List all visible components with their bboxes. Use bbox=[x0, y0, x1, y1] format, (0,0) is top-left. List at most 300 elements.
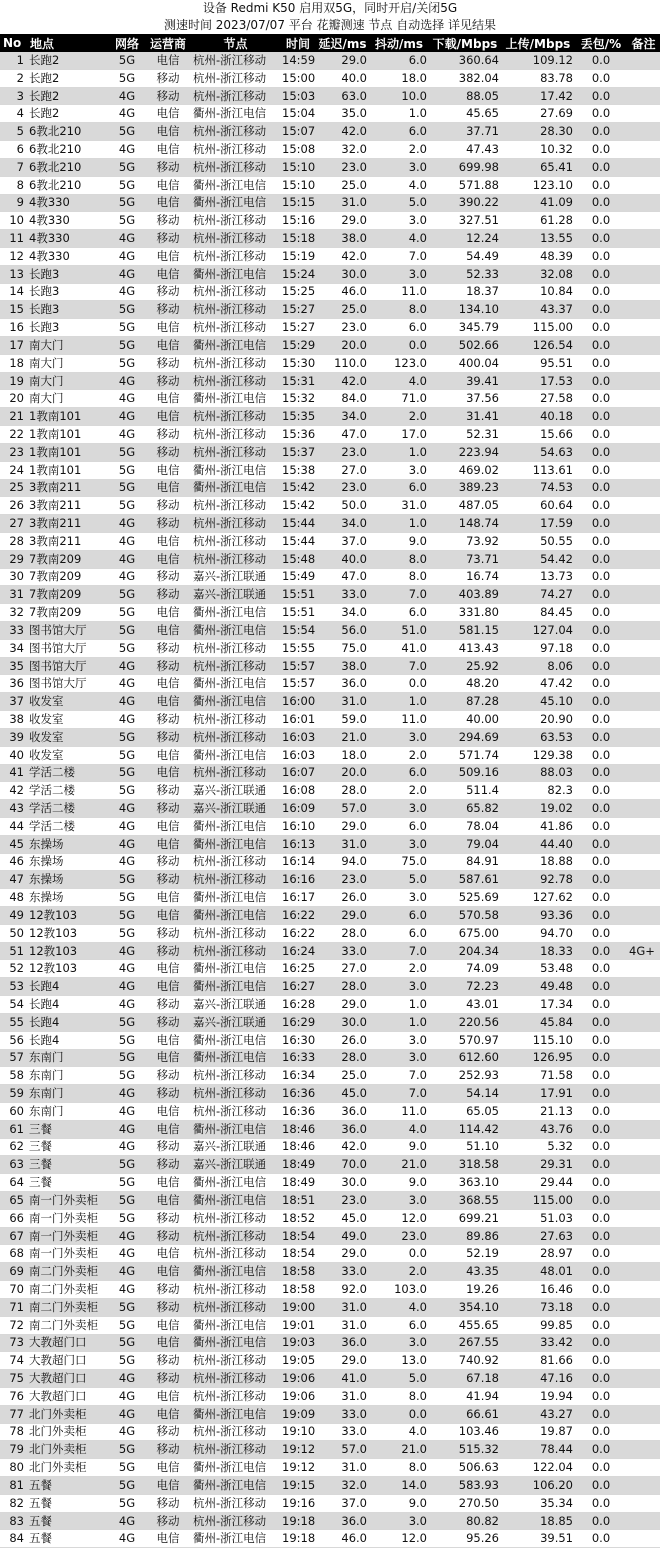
cell-jitter: 0.0 bbox=[369, 675, 429, 693]
cell-operator: 移动 bbox=[145, 1352, 191, 1370]
cell-packet-loss: 0.0 bbox=[575, 657, 627, 675]
cell-packet-loss: 0.0 bbox=[575, 141, 627, 159]
cell-operator: 移动 bbox=[145, 354, 191, 372]
table-row bbox=[0, 265, 660, 283]
cell-latency: 40.0 bbox=[316, 550, 369, 568]
cell-latency: 38.0 bbox=[316, 657, 369, 675]
cell-packet-loss: 0.0 bbox=[575, 711, 627, 729]
table-row bbox=[0, 978, 660, 996]
cell-jitter: 3.0 bbox=[369, 978, 429, 996]
cell-packet-loss: 0.0 bbox=[575, 1120, 627, 1138]
table-row bbox=[0, 604, 660, 622]
table-row bbox=[0, 657, 660, 675]
cell-operator: 移动 bbox=[145, 1441, 191, 1459]
cell-jitter: 3.0 bbox=[369, 1031, 429, 1049]
cell-node: 杭州-浙江移动 bbox=[191, 1441, 280, 1459]
cell-download: 525.69 bbox=[429, 889, 501, 907]
cell-time: 16:16 bbox=[280, 871, 316, 889]
cell-download: 37.56 bbox=[429, 390, 501, 408]
column-header-location: 地点 bbox=[27, 34, 109, 52]
table-row bbox=[0, 105, 660, 123]
table-row bbox=[0, 1370, 660, 1388]
cell-no: 7 bbox=[0, 158, 27, 176]
cell-packet-loss: 0.0 bbox=[575, 1263, 627, 1281]
cell-jitter: 3.0 bbox=[369, 728, 429, 746]
cell-time: 16:24 bbox=[280, 942, 316, 960]
cell-node: 杭州-浙江移动 bbox=[191, 1298, 280, 1316]
cell-node: 衢州-浙江电信 bbox=[191, 337, 280, 355]
cell-node: 杭州-浙江移动 bbox=[191, 52, 280, 69]
cell-location: 6教北210 bbox=[27, 141, 109, 159]
cell-time: 19:16 bbox=[280, 1494, 316, 1512]
cell-operator: 电信 bbox=[145, 194, 191, 212]
cell-node: 杭州-浙江移动 bbox=[191, 1209, 280, 1227]
cell-note bbox=[627, 1459, 660, 1477]
cell-packet-loss: 0.0 bbox=[575, 1334, 627, 1352]
cell-upload: 113.61 bbox=[501, 461, 575, 479]
cell-no: 3 bbox=[0, 87, 27, 105]
table-row bbox=[0, 1281, 660, 1299]
cell-operator: 移动 bbox=[145, 586, 191, 604]
cell-location: 南二门外卖柜 bbox=[27, 1263, 109, 1281]
cell-location: 长跑4 bbox=[27, 978, 109, 996]
cell-time: 16:14 bbox=[280, 853, 316, 871]
cell-time: 15:32 bbox=[280, 390, 316, 408]
cell-latency: 23.0 bbox=[316, 158, 369, 176]
table-row bbox=[0, 675, 660, 693]
cell-note bbox=[627, 728, 660, 746]
cell-time: 15:31 bbox=[280, 372, 316, 390]
cell-jitter: 21.0 bbox=[369, 1156, 429, 1174]
cell-network: 5G bbox=[109, 1209, 145, 1227]
cell-download: 47.43 bbox=[429, 141, 501, 159]
cell-packet-loss: 0.0 bbox=[575, 1281, 627, 1299]
cell-packet-loss: 0.0 bbox=[575, 1174, 627, 1192]
cell-network: 4G bbox=[109, 390, 145, 408]
cell-time: 19:09 bbox=[280, 1405, 316, 1423]
cell-packet-loss: 0.0 bbox=[575, 782, 627, 800]
cell-latency: 31.0 bbox=[316, 835, 369, 853]
cell-operator: 移动 bbox=[145, 1227, 191, 1245]
cell-no: 33 bbox=[0, 622, 27, 640]
cell-time: 19:15 bbox=[280, 1477, 316, 1495]
cell-node: 杭州-浙江移动 bbox=[191, 657, 280, 675]
cell-upload: 27.63 bbox=[501, 1227, 575, 1245]
cell-operator: 电信 bbox=[145, 693, 191, 711]
cell-note bbox=[627, 1405, 660, 1423]
cell-note bbox=[627, 1298, 660, 1316]
cell-time: 15:24 bbox=[280, 265, 316, 283]
cell-location: 4教330 bbox=[27, 194, 109, 212]
cell-packet-loss: 0.0 bbox=[575, 52, 627, 69]
cell-latency: 38.0 bbox=[316, 230, 369, 248]
cell-download: 571.74 bbox=[429, 746, 501, 764]
table-row bbox=[0, 1530, 660, 1548]
cell-note bbox=[627, 1156, 660, 1174]
cell-no: 44 bbox=[0, 817, 27, 835]
cell-no: 48 bbox=[0, 889, 27, 907]
cell-latency: 23.0 bbox=[316, 443, 369, 461]
cell-packet-loss: 0.0 bbox=[575, 728, 627, 746]
cell-no: 21 bbox=[0, 408, 27, 426]
cell-network: 4G bbox=[109, 1085, 145, 1103]
cell-latency: 28.0 bbox=[316, 978, 369, 996]
cell-location: 长跑3 bbox=[27, 319, 109, 337]
cell-download: 699.98 bbox=[429, 158, 501, 176]
cell-download: 675.00 bbox=[429, 924, 501, 942]
cell-latency: 30.0 bbox=[316, 265, 369, 283]
cell-jitter: 6.0 bbox=[369, 52, 429, 69]
cell-download: 37.71 bbox=[429, 123, 501, 141]
cell-latency: 42.0 bbox=[316, 372, 369, 390]
cell-download: 134.10 bbox=[429, 301, 501, 319]
cell-no: 39 bbox=[0, 728, 27, 746]
cell-download: 267.55 bbox=[429, 1334, 501, 1352]
table-row bbox=[0, 515, 660, 533]
cell-upload: 65.41 bbox=[501, 158, 575, 176]
cell-jitter: 3.0 bbox=[369, 889, 429, 907]
cell-upload: 18.88 bbox=[501, 853, 575, 871]
cell-no: 65 bbox=[0, 1192, 27, 1210]
cell-network: 5G bbox=[109, 319, 145, 337]
cell-location: 东操场 bbox=[27, 835, 109, 853]
cell-network: 4G bbox=[109, 942, 145, 960]
cell-location: 图书馆大厅 bbox=[27, 639, 109, 657]
cell-jitter: 21.0 bbox=[369, 1441, 429, 1459]
cell-node: 杭州-浙江移动 bbox=[191, 942, 280, 960]
cell-no: 10 bbox=[0, 212, 27, 230]
cell-network: 5G bbox=[109, 1174, 145, 1192]
cell-node: 杭州-浙江移动 bbox=[191, 69, 280, 87]
cell-time: 15:08 bbox=[280, 141, 316, 159]
cell-note bbox=[627, 639, 660, 657]
cell-time: 15:42 bbox=[280, 497, 316, 515]
cell-location: 大教超门口 bbox=[27, 1352, 109, 1370]
cell-network: 4G bbox=[109, 550, 145, 568]
cell-latency: 30.0 bbox=[316, 1174, 369, 1192]
cell-note bbox=[627, 711, 660, 729]
cell-location: 南大门 bbox=[27, 337, 109, 355]
cell-note bbox=[627, 497, 660, 515]
cell-operator: 移动 bbox=[145, 158, 191, 176]
cell-download: 204.34 bbox=[429, 942, 501, 960]
table-row bbox=[0, 1138, 660, 1156]
cell-no: 47 bbox=[0, 871, 27, 889]
cell-upload: 84.45 bbox=[501, 604, 575, 622]
cell-time: 15:19 bbox=[280, 247, 316, 265]
cell-latency: 28.0 bbox=[316, 1049, 369, 1067]
cell-operator: 移动 bbox=[145, 1494, 191, 1512]
cell-packet-loss: 0.0 bbox=[575, 1298, 627, 1316]
cell-packet-loss: 0.0 bbox=[575, 1459, 627, 1477]
cell-latency: 70.0 bbox=[316, 1156, 369, 1174]
cell-note bbox=[627, 301, 660, 319]
table-row bbox=[0, 1102, 660, 1120]
cell-time: 16:03 bbox=[280, 746, 316, 764]
cell-download: 502.66 bbox=[429, 337, 501, 355]
cell-network: 4G bbox=[109, 853, 145, 871]
cell-upload: 5.32 bbox=[501, 1138, 575, 1156]
cell-download: 400.04 bbox=[429, 354, 501, 372]
cell-network: 5G bbox=[109, 1192, 145, 1210]
cell-jitter: 6.0 bbox=[369, 479, 429, 497]
table-header bbox=[0, 34, 660, 52]
cell-note bbox=[627, 675, 660, 693]
cell-location: 东南门 bbox=[27, 1085, 109, 1103]
cell-jitter: 6.0 bbox=[369, 123, 429, 141]
cell-jitter: 0.0 bbox=[369, 1405, 429, 1423]
cell-jitter: 2.0 bbox=[369, 746, 429, 764]
cell-network: 5G bbox=[109, 354, 145, 372]
cell-note bbox=[627, 817, 660, 835]
cell-jitter: 3.0 bbox=[369, 1334, 429, 1352]
cell-packet-loss: 0.0 bbox=[575, 1405, 627, 1423]
cell-time: 15:38 bbox=[280, 461, 316, 479]
cell-operator: 移动 bbox=[145, 728, 191, 746]
cell-operator: 电信 bbox=[145, 1477, 191, 1495]
cell-no: 41 bbox=[0, 764, 27, 782]
cell-packet-loss: 0.0 bbox=[575, 960, 627, 978]
cell-operator: 移动 bbox=[145, 230, 191, 248]
table-row bbox=[0, 1085, 660, 1103]
table-row bbox=[0, 69, 660, 87]
cell-packet-loss: 0.0 bbox=[575, 1209, 627, 1227]
cell-note bbox=[627, 853, 660, 871]
cell-no: 76 bbox=[0, 1387, 27, 1405]
cell-packet-loss: 0.0 bbox=[575, 1031, 627, 1049]
table-row bbox=[0, 1209, 660, 1227]
cell-operator: 移动 bbox=[145, 711, 191, 729]
cell-note bbox=[627, 1227, 660, 1245]
cell-upload: 43.37 bbox=[501, 301, 575, 319]
cell-no: 83 bbox=[0, 1512, 27, 1530]
cell-download: 65.05 bbox=[429, 1102, 501, 1120]
cell-node: 杭州-浙江移动 bbox=[191, 1387, 280, 1405]
cell-node: 衢州-浙江电信 bbox=[191, 461, 280, 479]
cell-node: 衢州-浙江电信 bbox=[191, 907, 280, 925]
cell-latency: 34.0 bbox=[316, 604, 369, 622]
cell-no: 79 bbox=[0, 1441, 27, 1459]
cell-download: 390.22 bbox=[429, 194, 501, 212]
cell-latency: 75.0 bbox=[316, 639, 369, 657]
cell-no: 13 bbox=[0, 265, 27, 283]
cell-time: 15:42 bbox=[280, 479, 316, 497]
table-row bbox=[0, 942, 660, 960]
cell-time: 15:10 bbox=[280, 158, 316, 176]
cell-no: 5 bbox=[0, 123, 27, 141]
cell-latency: 25.0 bbox=[316, 176, 369, 194]
cell-time: 19:10 bbox=[280, 1423, 316, 1441]
table-row bbox=[0, 1049, 660, 1067]
cell-latency: 23.0 bbox=[316, 871, 369, 889]
cell-packet-loss: 0.0 bbox=[575, 461, 627, 479]
cell-location: 南一门外卖柜 bbox=[27, 1245, 109, 1263]
cell-download: 73.71 bbox=[429, 550, 501, 568]
table-row bbox=[0, 1352, 660, 1370]
cell-download: 581.15 bbox=[429, 622, 501, 640]
cell-no: 78 bbox=[0, 1423, 27, 1441]
cell-network: 4G bbox=[109, 372, 145, 390]
cell-network: 5G bbox=[109, 871, 145, 889]
cell-node: 杭州-浙江移动 bbox=[191, 711, 280, 729]
table-row bbox=[0, 1013, 660, 1031]
cell-time: 16:34 bbox=[280, 1067, 316, 1085]
cell-latency: 41.0 bbox=[316, 1370, 369, 1388]
table-row bbox=[0, 532, 660, 550]
table-row bbox=[0, 711, 660, 729]
cell-latency: 59.0 bbox=[316, 711, 369, 729]
cell-no: 63 bbox=[0, 1156, 27, 1174]
cell-no: 56 bbox=[0, 1031, 27, 1049]
cell-packet-loss: 0.0 bbox=[575, 69, 627, 87]
cell-network: 4G bbox=[109, 515, 145, 533]
cell-download: 294.69 bbox=[429, 728, 501, 746]
cell-latency: 35.0 bbox=[316, 105, 369, 123]
cell-latency: 92.0 bbox=[316, 1281, 369, 1299]
table-row bbox=[0, 158, 660, 176]
cell-upload: 61.28 bbox=[501, 212, 575, 230]
cell-note bbox=[627, 1281, 660, 1299]
cell-jitter: 31.0 bbox=[369, 497, 429, 515]
cell-location: 4教330 bbox=[27, 230, 109, 248]
cell-no: 26 bbox=[0, 497, 27, 515]
cell-packet-loss: 0.0 bbox=[575, 390, 627, 408]
cell-packet-loss: 0.0 bbox=[575, 1067, 627, 1085]
cell-operator: 电信 bbox=[145, 265, 191, 283]
cell-upload: 17.53 bbox=[501, 372, 575, 390]
cell-packet-loss: 0.0 bbox=[575, 622, 627, 640]
cell-network: 5G bbox=[109, 1067, 145, 1085]
table-row bbox=[0, 283, 660, 301]
cell-location: 南二门外卖柜 bbox=[27, 1316, 109, 1334]
cell-node: 杭州-浙江移动 bbox=[191, 1512, 280, 1530]
cell-operator: 电信 bbox=[145, 461, 191, 479]
cell-no: 84 bbox=[0, 1530, 27, 1548]
cell-time: 15:03 bbox=[280, 87, 316, 105]
cell-location: 东操场 bbox=[27, 889, 109, 907]
cell-network: 5G bbox=[109, 1352, 145, 1370]
cell-no: 25 bbox=[0, 479, 27, 497]
cell-operator: 电信 bbox=[145, 1263, 191, 1281]
cell-upload: 27.58 bbox=[501, 390, 575, 408]
cell-network: 4G bbox=[109, 657, 145, 675]
cell-packet-loss: 0.0 bbox=[575, 230, 627, 248]
cell-latency: 31.0 bbox=[316, 1387, 369, 1405]
cell-latency: 27.0 bbox=[316, 960, 369, 978]
cell-no: 20 bbox=[0, 390, 27, 408]
cell-network: 5G bbox=[109, 69, 145, 87]
cell-latency: 30.0 bbox=[316, 1013, 369, 1031]
cell-operator: 移动 bbox=[145, 1138, 191, 1156]
cell-no: 18 bbox=[0, 354, 27, 372]
cell-latency: 33.0 bbox=[316, 1263, 369, 1281]
cell-no: 34 bbox=[0, 639, 27, 657]
cell-download: 148.74 bbox=[429, 515, 501, 533]
cell-location: 北门外卖柜 bbox=[27, 1441, 109, 1459]
cell-network: 5G bbox=[109, 1031, 145, 1049]
cell-download: 45.65 bbox=[429, 105, 501, 123]
cell-latency: 33.0 bbox=[316, 1423, 369, 1441]
cell-jitter: 0.0 bbox=[369, 337, 429, 355]
cell-time: 18:49 bbox=[280, 1174, 316, 1192]
cell-network: 5G bbox=[109, 924, 145, 942]
cell-node: 杭州-浙江移动 bbox=[191, 1423, 280, 1441]
cell-time: 15:57 bbox=[280, 657, 316, 675]
cell-upload: 43.76 bbox=[501, 1120, 575, 1138]
cell-operator: 电信 bbox=[145, 1192, 191, 1210]
cell-location: 北门外卖柜 bbox=[27, 1459, 109, 1477]
cell-no: 35 bbox=[0, 657, 27, 675]
table-row bbox=[0, 853, 660, 871]
cell-note bbox=[627, 1530, 660, 1548]
table-row bbox=[0, 693, 660, 711]
cell-network: 4G bbox=[109, 693, 145, 711]
cell-latency: 84.0 bbox=[316, 390, 369, 408]
column-header-jitter: 抖动/ms bbox=[369, 34, 429, 52]
cell-no: 6 bbox=[0, 141, 27, 159]
cell-time: 16:33 bbox=[280, 1049, 316, 1067]
cell-no: 30 bbox=[0, 568, 27, 586]
cell-download: 363.10 bbox=[429, 1174, 501, 1192]
cell-latency: 26.0 bbox=[316, 1031, 369, 1049]
cell-download: 587.61 bbox=[429, 871, 501, 889]
cell-operator: 移动 bbox=[145, 871, 191, 889]
cell-network: 5G bbox=[109, 1049, 145, 1067]
cell-no: 81 bbox=[0, 1477, 27, 1495]
table-row bbox=[0, 123, 660, 141]
cell-note bbox=[627, 1441, 660, 1459]
cell-location: 长跑2 bbox=[27, 69, 109, 87]
cell-upload: 47.16 bbox=[501, 1370, 575, 1388]
cell-jitter: 9.0 bbox=[369, 1174, 429, 1192]
cell-node: 杭州-浙江移动 bbox=[191, 532, 280, 550]
cell-note bbox=[627, 1049, 660, 1067]
cell-network: 5G bbox=[109, 1477, 145, 1495]
cell-note bbox=[627, 176, 660, 194]
cell-network: 4G bbox=[109, 978, 145, 996]
cell-download: 455.65 bbox=[429, 1316, 501, 1334]
cell-no: 24 bbox=[0, 461, 27, 479]
cell-note bbox=[627, 52, 660, 69]
cell-note bbox=[627, 408, 660, 426]
cell-operator: 电信 bbox=[145, 978, 191, 996]
cell-node: 杭州-浙江移动 bbox=[191, 853, 280, 871]
cell-note bbox=[627, 657, 660, 675]
cell-jitter: 6.0 bbox=[369, 604, 429, 622]
column-header-download: 下载/Mbps bbox=[429, 34, 501, 52]
cell-node: 衢州-浙江电信 bbox=[191, 1174, 280, 1192]
cell-no: 51 bbox=[0, 942, 27, 960]
cell-download: 331.80 bbox=[429, 604, 501, 622]
cell-packet-loss: 0.0 bbox=[575, 1049, 627, 1067]
cell-node: 衢州-浙江电信 bbox=[191, 978, 280, 996]
cell-packet-loss: 0.0 bbox=[575, 301, 627, 319]
cell-location: 南二门外卖柜 bbox=[27, 1281, 109, 1299]
cell-operator: 移动 bbox=[145, 942, 191, 960]
cell-jitter: 3.0 bbox=[369, 1049, 429, 1067]
cell-download: 16.74 bbox=[429, 568, 501, 586]
cell-time: 15:54 bbox=[280, 622, 316, 640]
cell-upload: 115.10 bbox=[501, 1031, 575, 1049]
cell-jitter: 3.0 bbox=[369, 461, 429, 479]
cell-location: 学活二楼 bbox=[27, 817, 109, 835]
cell-time: 15:29 bbox=[280, 337, 316, 355]
cell-download: 360.64 bbox=[429, 52, 501, 69]
cell-jitter: 8.0 bbox=[369, 568, 429, 586]
cell-upload: 32.08 bbox=[501, 265, 575, 283]
cell-latency: 23.0 bbox=[316, 319, 369, 337]
cell-packet-loss: 0.0 bbox=[575, 194, 627, 212]
